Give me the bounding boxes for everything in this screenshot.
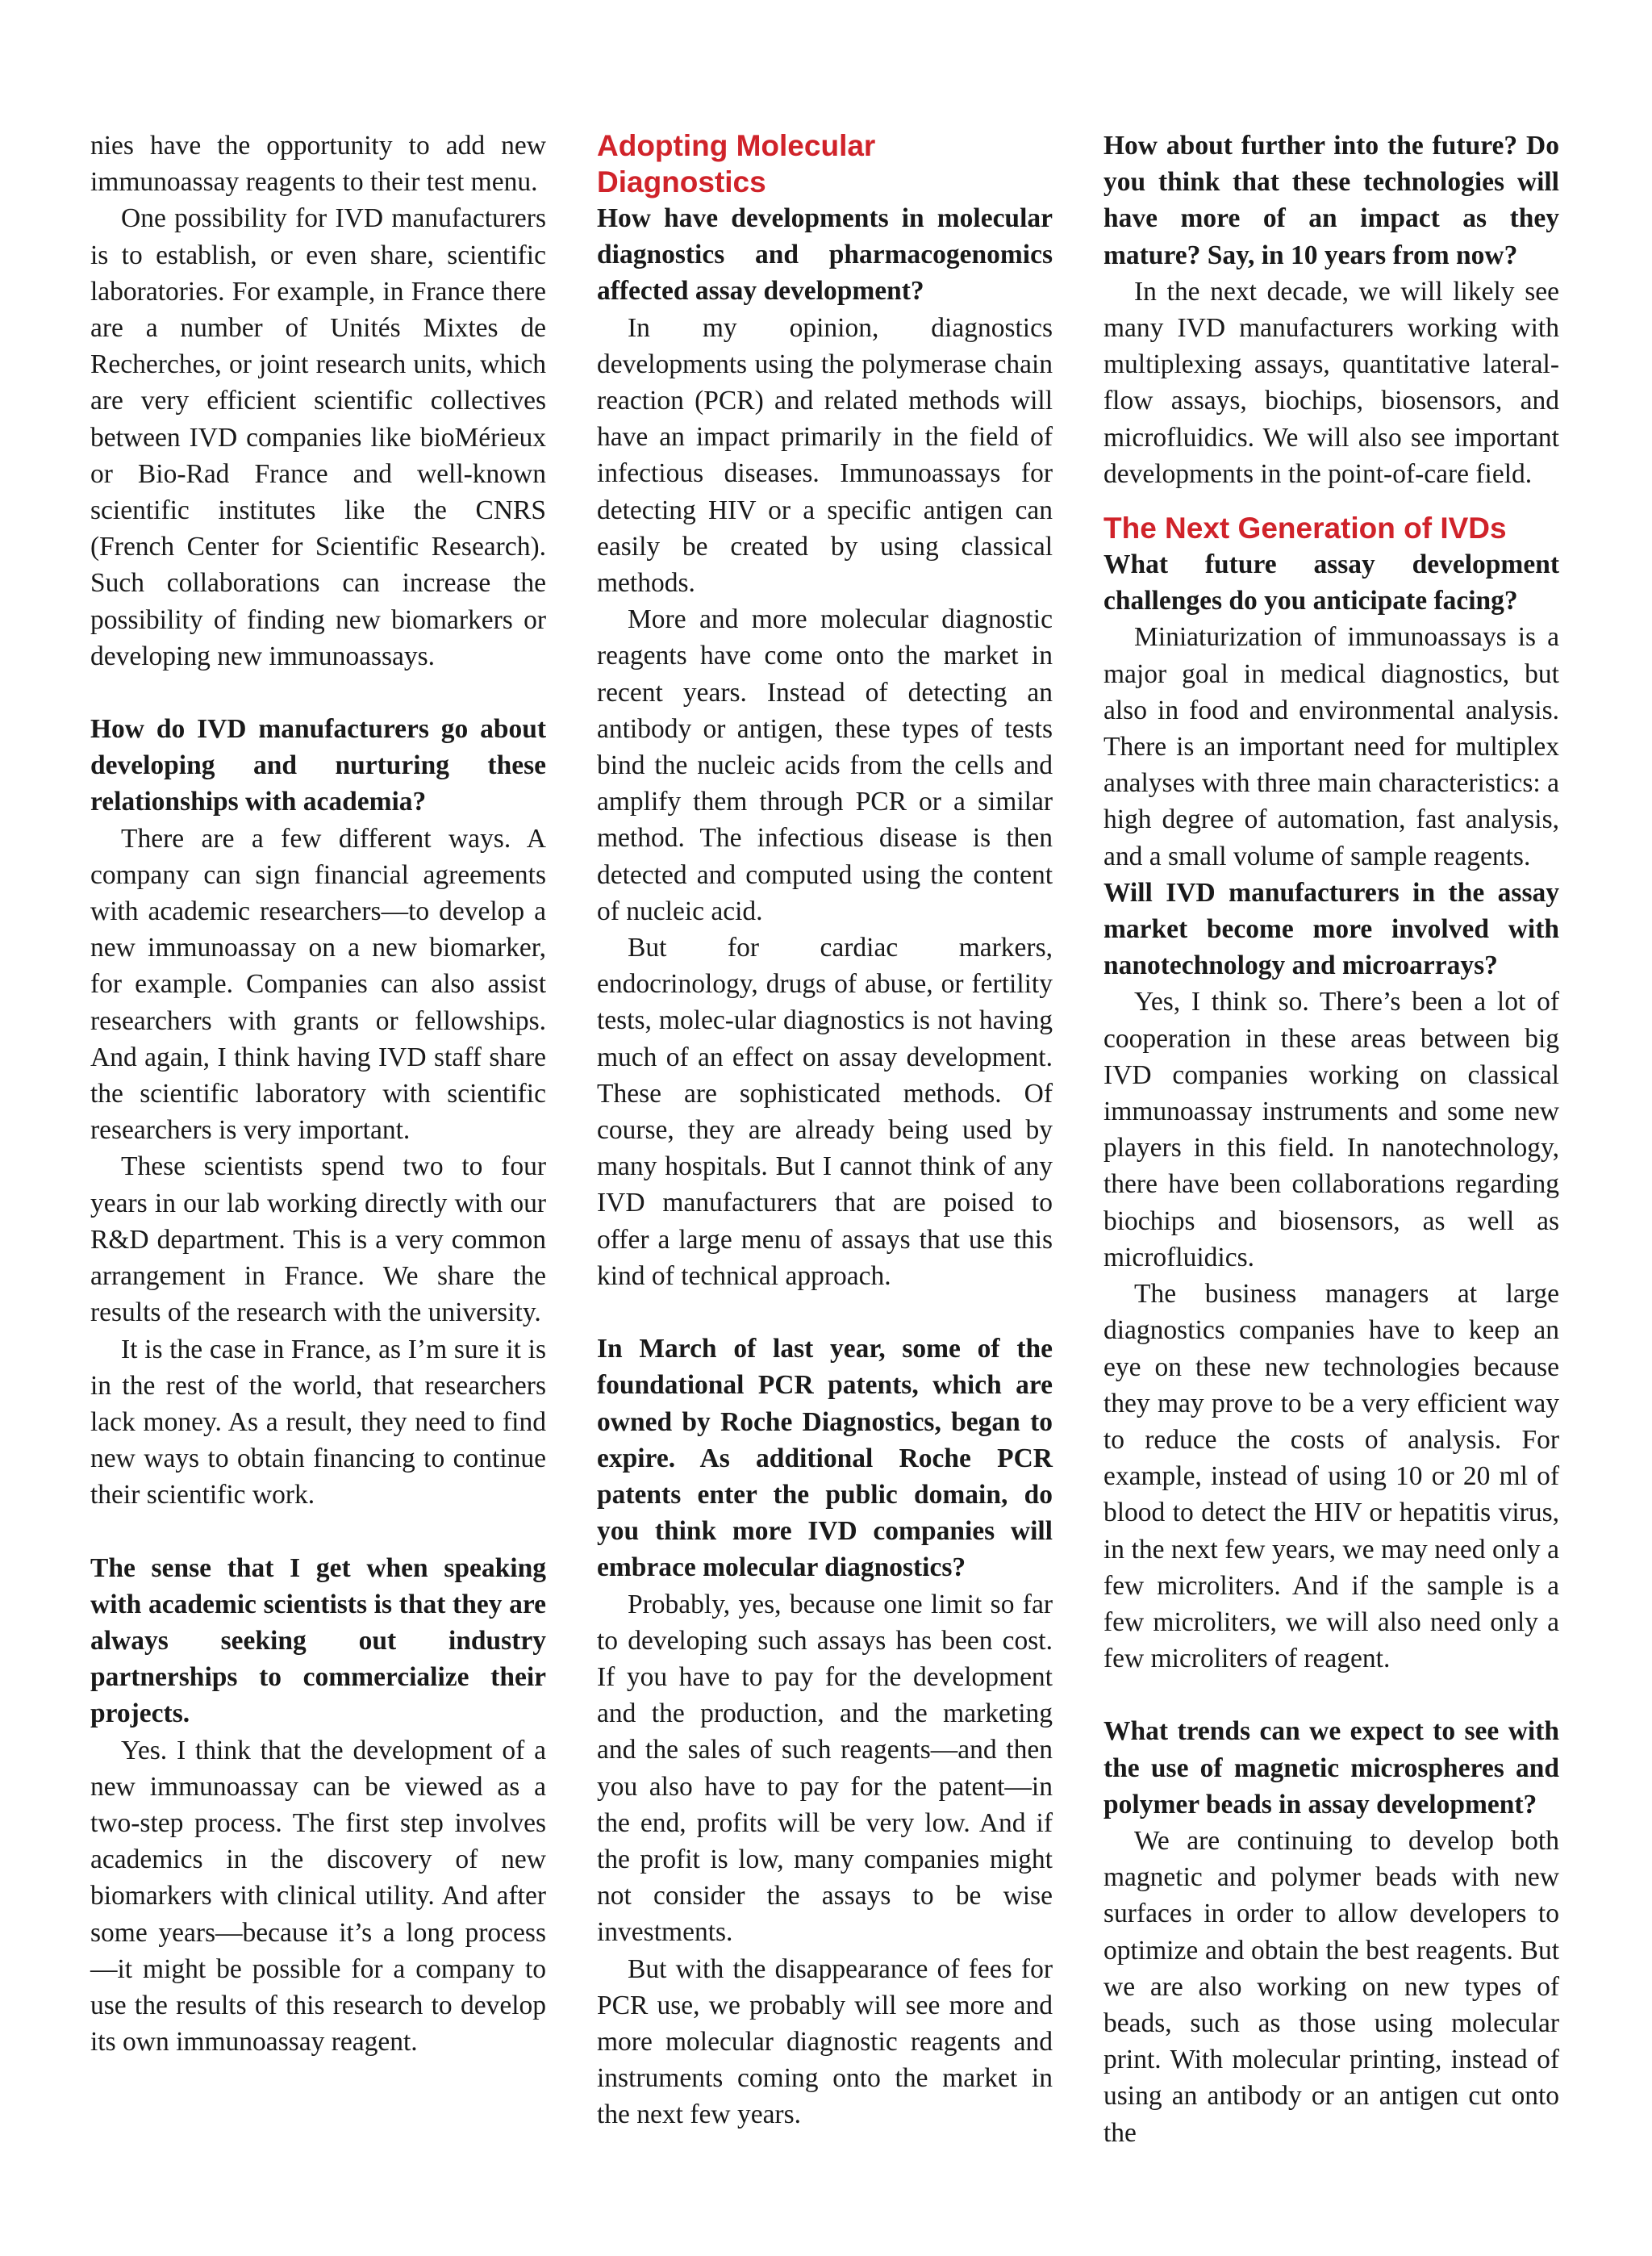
interview-question: How have developments in molecular diagnostics and pharmacogenomics affected assay development? xyxy=(597,203,1053,307)
interview-question: How about further into the future? Do you think that these technologies will have more of an impact as they mature? Say, in 10 years from now? xyxy=(1103,131,1559,270)
paragraph: But for cardiac markers, endocrinology, drugs of abuse, or fertility tests, molec-ular diagnostics is not having much of an effect on assay development. These are sophisticated methods. Of course, they are already being used by many hospitals. But I cannot think of any IVD manufacturers that are poised to offer a large menu of assays that use this kind of technical approach. xyxy=(597,933,1053,1291)
paragraph: nies have the opportunity to add new immunoassay reagents to their test menu. xyxy=(90,131,546,198)
interview-question: What trends can we expect to see with the use of magnetic microspheres and polymer beads in assay development? xyxy=(1103,1716,1559,1819)
paragraph: In the next decade, we will likely see many IVD manufacturers working with multiplexing assays, quantitative lateral-flow assays, biochips, biosensors, and microfluidics. We will also see important developments in the point-of-care field. xyxy=(1103,276,1559,489)
interview-question: In March of last year, some of the foundational PCR patents, which are owned by Roche Diagnostics, began to expire. As additional Roche PCR patents enter the public domain, do you think more IVD companies will embrace molecular diagnostics? xyxy=(597,1334,1053,1583)
paragraph: In my opinion, diagnostics developments using the polymerase chain reaction (PCR) and related methods will have an impact primarily in the field of infectious diseases. Immunoassays for detecting HIV or a specific antigen can easily be created by using classical methods. xyxy=(597,312,1053,599)
interview-question: What future assay development challenges do you anticipate facing? xyxy=(1103,549,1559,616)
paragraph: Probably, yes, because one limit so far to developing such assays has been cost. If you have to pay for the development and the production, and the marketing and the sales of such reagents—and then you also have to pay for the patent—in the end, profits will be very low. And if the profit is low, many companies might not consider the assays to be wise investments. xyxy=(597,1589,1053,1948)
paragraph: The business managers at large diagnostics companies have to keep an eye on these new technologies because they may prove to be a very efficient way to reduce the costs of analysis. For example, instead of using 10 or 20 ml of blood to detect the HIV or hepatitis virus, in the next few years, we may need only a few microliters. And if the sample is a few microliters, we will also need only a few microliters of reagent. xyxy=(1103,1279,1559,1674)
paragraph: One possibility for IVD manufacturers is to establish, or even share, scientific laboratories. For example, in France there are a number of Unités Mixtes de Recherches, or joint research units, which are very efficient scientific collectives between IVD companies like bioMérieux or Bio-Rad France and well-known scientific institutes like the CNRS (French Center for Scientific Research). Such collaborations can increase the possibility of finding new biomarkers or developing new immunoassays. xyxy=(90,203,546,671)
paragraph-spacer xyxy=(90,1514,546,1550)
paragraph-spacer xyxy=(597,1294,1053,1331)
paragraph: We are continuing to develop both magnetic and polymer beads with new surfaces in order to allow developers to optimize and obtain the best reagents. But we are also working on new types of beads, such as those using molecular print. With molecular printing, instead of using an antibody or an antigen cut onto the xyxy=(1103,1825,1559,2148)
article-column-3 xyxy=(1103,127,1559,2151)
interview-question: The sense that I get when speaking with academic scientists is that they are always seeking out industry partnerships to commercialize their projects. xyxy=(90,1552,546,1729)
paragraph: These scientists spend two to four years in our lab working directly with our R&D department. This is a very common arrangement in France. We share the results of the research with the university. xyxy=(90,1151,546,1328)
paragraph: It is the case in France, as I’m sure it is in the rest of the world, that researchers lack money. As a result, they need to find new ways to obtain financing to continue their scientific work. xyxy=(90,1334,546,1510)
interview-question: How do IVD manufacturers go about developing and nurturing these relationships with academia? xyxy=(90,714,546,817)
section-heading: The Next Generation of IVDs xyxy=(1103,512,1507,545)
section-heading: Adopting Molecular Diagnostics xyxy=(597,129,876,198)
paragraph: Yes. I think that the development of a new immunoassay can be viewed as a two-step process. The first step involves academics in the discovery of new biomarkers with clinical utility. And after some years—because it’s a long process—it might be possible for a company to use the results of this research to develop its own immunoassay reagent. xyxy=(90,1735,546,2058)
paragraph-spacer xyxy=(90,675,546,711)
article-column-1 xyxy=(90,127,546,2060)
paragraph: There are a few different ways. A company can sign financial agreements with academic researchers—to develop a new immunoassay on a new biomarker, for example. Companies can also assist researchers with grants or fellowships. And again, I think having IVD staff share the scientific laboratory with scientific researchers is very important. xyxy=(90,823,546,1146)
article-column-2 xyxy=(597,127,1053,2133)
paragraph: But with the disappearance of fees for PCR use, we probably will see more and more molecular diagnostic reagents and instruments coming onto the market in the next few years. xyxy=(597,1953,1053,2130)
paragraph-spacer xyxy=(1103,1677,1559,1713)
interview-question: Will IVD manufacturers in the assay market become more involved with nanotechnology and microarrays? xyxy=(1103,877,1559,981)
paragraph: More and more molecular diagnostic reagents have come onto the market in recent years. Instead of detecting an antibody or antigen, these types of tests bind the nucleic acids from the cells and amplify them through PCR or a similar method. The infectious disease is then detected and computed using the content of nucleic acid. xyxy=(597,604,1053,926)
paragraph: Miniaturization of immunoassays is a major goal in medical diagnostics, but also in food and environmental analysis. There is an important need for multiplex analyses with three main characteristics: a high degree of automation, fast analysis, and a small volume of sample reagents. xyxy=(1103,622,1559,871)
paragraph: Yes, I think so. There’s been a lot of cooperation in these areas between big IVD companies working on classical immunoassay instruments and some new players in this field. In nanotechnology, there have been collaborations regarding biochips and biosensors, as well as microfluidics. xyxy=(1103,987,1559,1272)
